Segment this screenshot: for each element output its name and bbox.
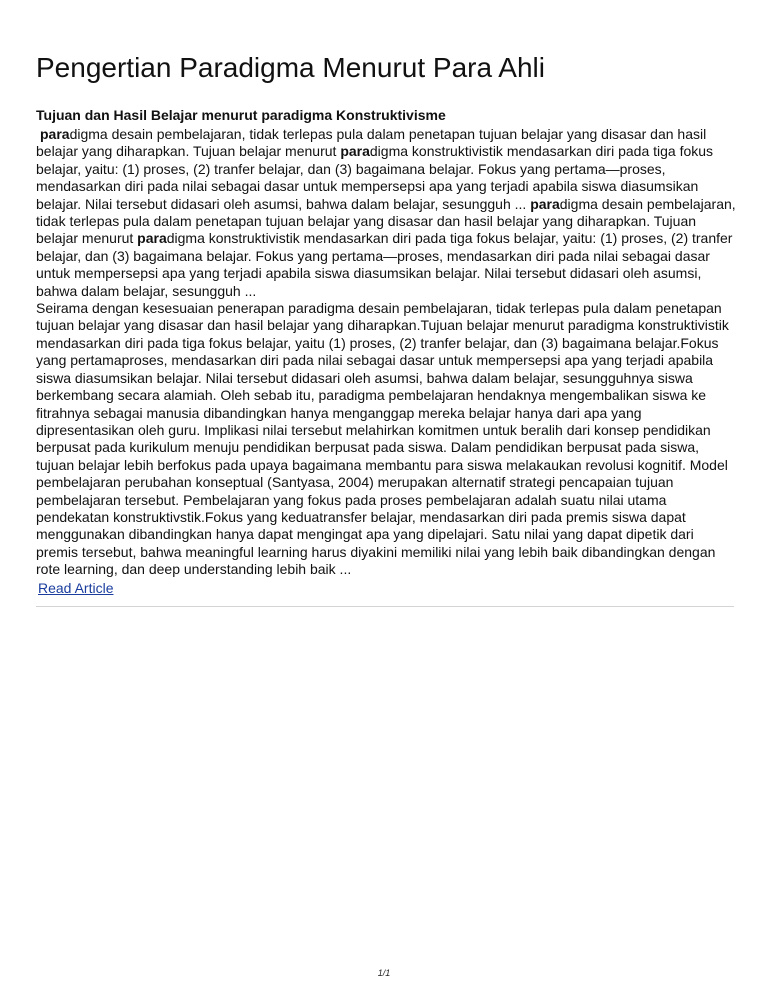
body-text-segment: Seirama dengan kesesuaian penerapan paradigma desain pembelajaran, tidak terlepas pula dalam penetapan tujuan belajar yang disasar dan hasil belajar yang diharapkan.Tujuan belajar menurut paradigma konstruktivistik mendasarkan diri pada tiga fokus belajar, yaitu (1) proses, (2) tranfer belajar, dan (3) bagaimana belajar.Fokus yang pertamaproses, mendasarkan diri pada nilai sebagai dasar untuk mempersepsi apa yang terjadi apabila siswa diasumsikan belajar. Nilai tersebut didasari oleh asumsi, bahwa dalam belajar, sesungguhnya siswa berkembang secara alamiah. Oleh sebab itu, paradigma pembelajaran hendaknya mengembalikan siswa ke fitrahnya sebagai manusia dibandingkan hanya menganggap mereka belajar hanya dari apa yang dipresentasikan oleh guru. Implikasi nilai tersebut melahirkan komitmen untuk beralih dari konsep pendidikan berpusat pada kurikulum menuju pendidikan berpusat pada siswa. Dalam pendidikan berpusat pada siswa, tujuan belajar lebih berfokus pada upaya bagaimana membantu para siswa melakaukan revolusi kognitif. Model pembelajaran perubahan konseptual (Santyasa, 2004) merupakan alternatif strategi pencapaian tujuan pembelajaran tersebut. Pembelajaran yang fokus pada proses pembelajaran adalah suatu nilai utama pendekatan konstruktivstik.Fokus yang keduatransfer belajar, mendasarkan diri pada premis siswa dapat menggunakan dibandingkan hanya dapat mengingat apa yang dipelajari. Satu nilai yang dapat dipetik dari premis tersebut, bahwa meaningful learning harus diyakini memiliki nilai yang lebih baik dibandingkan dengan rote learning, dan deep understanding lebih baik ... [36, 300, 729, 578]
article-heading: Tujuan dan Hasil Belajar menurut paradigma Konstruktivisme [36, 107, 446, 123]
read-article-link[interactable]: Read Article [38, 579, 114, 596]
keyword-highlight: para [530, 195, 560, 212]
body-text-segment: digma konstruktivistik mendasarkan diri pada tiga fokus belajar, yaitu: (1) proses, (2) tranfer belajar, dan (3) bagaimana belajar. Fokus yang pertama—proses, mendasarkan diri pada nilai sebagai dasar untuk mempersepsi apa yang terjadi apabila siswa diasumsikan belajar. Nilai tersebut didasari oleh asumsi, bahwa dalam belajar, sesungguh ... [36, 230, 733, 299]
keyword-highlight: para [137, 230, 167, 247]
article-body [36, 126, 736, 579]
body-text-segment: digma desain pembelajaran, tidak terlepas pula dalam penetapan tujuan belajar yang disasar dan hasil belajar yang diharapkan. Tujuan belajar menurut [36, 195, 736, 247]
divider [36, 606, 734, 607]
body-text-segment: digma konstruktivistik mendasarkan diri pada tiga fokus belajar, yaitu: (1) proses, (2) tranfer belajar, dan (3) bagaimana belajar. Fokus yang pertama—proses, mendasarkan diri pada nilai sebagai dasar untuk mempersepsi apa yang terjadi apabila siswa diasumsikan belajar. Nilai tersebut didasari oleh asumsi, bahwa dalam belajar, sesungguh ... [36, 143, 714, 212]
body-text-segment: digma desain pembelajaran, tidak terlepas pula dalam penetapan tujuan belajar yang disasar dan hasil belajar yang diharapkan. Tujuan belajar menurut [36, 126, 707, 160]
page-number: 1/1 [377, 968, 391, 978]
keyword-highlight: para [340, 143, 370, 160]
keyword-highlight: para [40, 126, 70, 142]
article-block [36, 107, 736, 598]
page-title: Pengertian Paradigma Menurut Para Ahli [36, 52, 545, 83]
